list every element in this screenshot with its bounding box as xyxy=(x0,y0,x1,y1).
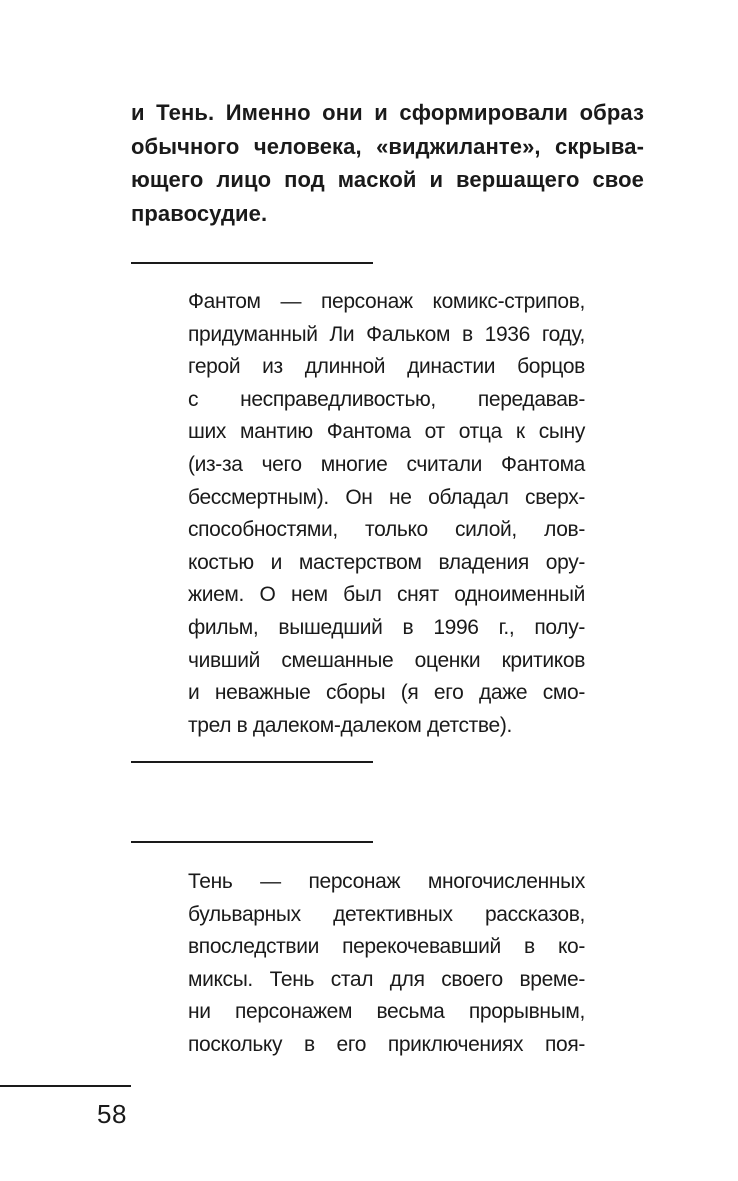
footnote-line: миксы. Тень стал для своего време- xyxy=(188,967,585,991)
main-line: ющего лицо под маской и вершащего свое xyxy=(131,167,644,192)
footnote-line: и неважные сборы (я его даже смо- xyxy=(188,681,585,705)
footnote-top-rule xyxy=(131,262,373,264)
footnote-line: Тень — персонаж многочисленных xyxy=(188,870,585,893)
footnote-line: бульварных детективных рассказов, xyxy=(188,902,585,926)
footnote-line: трел в далеком-далеком детстве). xyxy=(188,713,512,737)
main-line: и Тень. Именно они и сформировали образ xyxy=(131,100,644,125)
footnote-line: (из-за чего многие считали Фантома xyxy=(188,452,585,476)
footnote-line: способностями, только силой, лов- xyxy=(188,518,585,542)
footnote-line: поскольку в его приключениях поя- xyxy=(188,1032,585,1056)
footnote-bottom-rule xyxy=(131,761,373,763)
main-paragraph xyxy=(131,96,644,230)
footnote-line: чивший смешанные оценки критиков xyxy=(188,648,585,672)
footnote-line: ших мантию Фантома от отца к сыну xyxy=(188,420,585,444)
footnote-line: ни персонажем весьма прорывным, xyxy=(188,1000,585,1024)
footnote-line: придуманный Ли Фальком в 1936 году, xyxy=(188,322,585,346)
footnote-shadow xyxy=(188,866,585,1062)
main-line: правосудие. xyxy=(131,200,268,226)
page-number-rule xyxy=(0,1085,131,1087)
footnote-top-rule xyxy=(131,841,373,843)
footnote-line: костью и мастерством владения ору- xyxy=(188,550,585,574)
main-line: обычного человека, «виджиланте», скрыва- xyxy=(131,133,644,159)
footnote-line: впоследствии перекочевавший в ко- xyxy=(188,935,585,959)
footnote-line: с несправедливостью, передавав- xyxy=(188,387,585,411)
footnote-line: герой из длинной династии борцов xyxy=(188,355,585,379)
footnote-line: бессмертным). Он не обладал сверх- xyxy=(188,485,585,509)
footnote-phantom xyxy=(188,286,585,742)
footnote-line: Фантом — персонаж комикс-стрипов, xyxy=(188,290,585,313)
footnote-line: жием. О нем был снят одноименный xyxy=(188,583,585,607)
page-number: 58 xyxy=(97,1099,127,1129)
footnote-line: фильм, вышедший в 1996 г., полу- xyxy=(188,615,585,639)
